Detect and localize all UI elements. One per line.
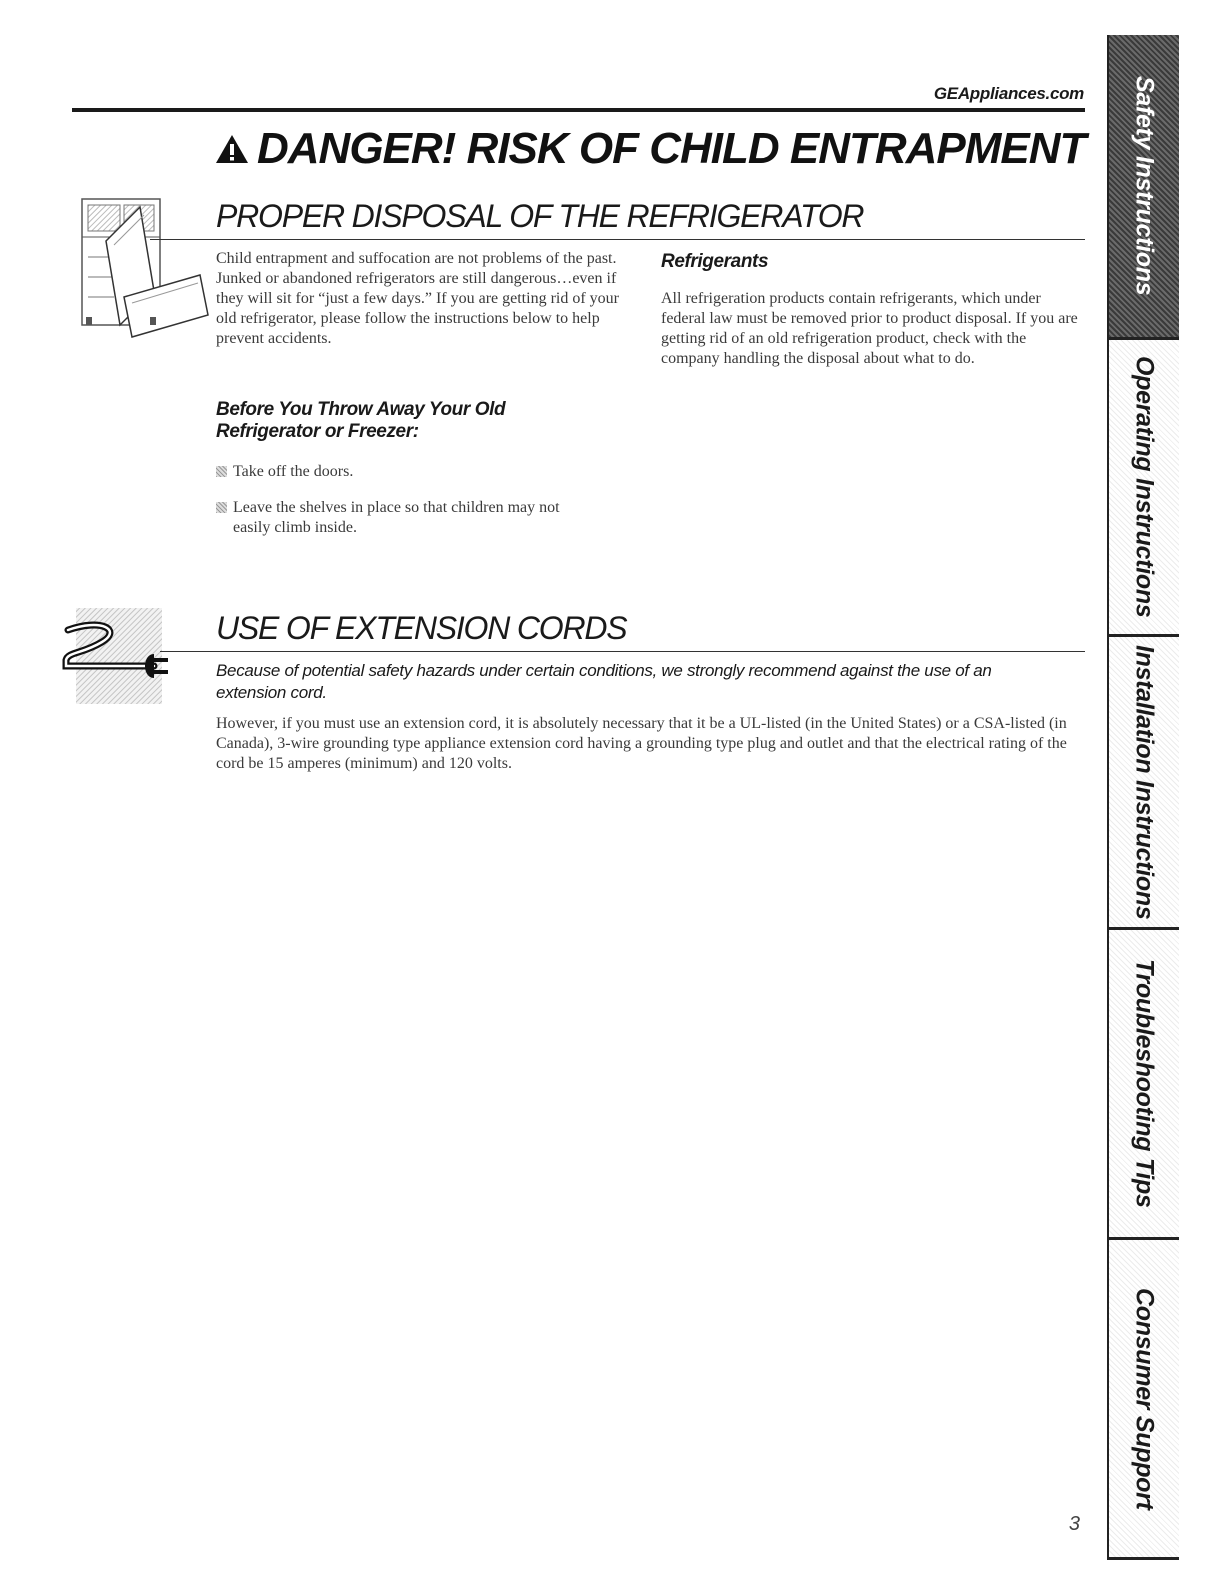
- refrigerator-illustration-icon: [74, 197, 212, 345]
- bullet-square-icon: [216, 502, 227, 513]
- bullet-text: Take off the doors.: [233, 463, 354, 480]
- extension-body: However, if you must use an extension cord, it is absolutely necessary that it be a UL-listed (in the United States) or a CSA-listed (in Canada), 3-wire grounding type appliance extension cord having a grounding type plug and outlet and that the electrical rating of the cord be 15 amperes (minimum) and 120 volts.: [216, 715, 1067, 772]
- bullet-square-icon: [216, 466, 227, 477]
- tab-label: Installation Instructions: [1130, 644, 1159, 920]
- tab-consumer-support[interactable]: [1109, 1240, 1179, 1560]
- warning-triangle-icon: [215, 134, 249, 164]
- tab-label: Safety Instructions: [1130, 76, 1159, 296]
- disposal-section-title: PROPER DISPOSAL OF THE REFRIGERATOR: [216, 198, 864, 234]
- side-tab-strip: [1107, 35, 1181, 1560]
- tab-installation-instructions[interactable]: [1109, 637, 1179, 930]
- extension-lead: Because of potential safety hazards under certain conditions, we strongly recommend against the use of an extension cord.: [216, 661, 992, 702]
- bullet-take-off-doors: [216, 462, 636, 482]
- header-rule: [72, 108, 1085, 112]
- refrigerants-heading: Refrigerants: [661, 251, 769, 272]
- bullet-text: Leave the shelves in place so that children may not easily climb inside.: [233, 499, 560, 536]
- tab-label: Operating Instructions: [1130, 356, 1159, 618]
- page-number: 3: [1068, 1513, 1080, 1535]
- bullet-leave-shelves: [216, 498, 588, 538]
- tab-label: Troubleshooting Tips: [1130, 959, 1159, 1208]
- before-heading-line1: Before You Throw Away Your Old: [216, 399, 506, 420]
- extension-section-title: USE OF EXTENSION CORDS: [216, 610, 627, 646]
- site-url: GEAppliances.com: [933, 84, 1084, 103]
- tab-operating-instructions[interactable]: [1109, 340, 1179, 637]
- tab-troubleshooting-tips[interactable]: [1109, 930, 1179, 1240]
- disposal-section-rule: [150, 239, 1085, 240]
- danger-title: [215, 124, 1085, 174]
- disposal-intro: Child entrapment and suffocation are not problems of the past. Junked or abandoned refrigerators are still dangerous…even if they will sit for “just a few days.” If you are getting rid of your old refrigerator, please follow the instructions below to help prevent accidents.: [216, 250, 619, 347]
- refrigerants-text: All refrigeration products contain refrigerants, which under federal law must be removed prior to product disposal. If you are getting rid of an old refrigeration product, check with the company handling the disposal about what to do.: [661, 290, 1078, 367]
- tab-label: Consumer Support: [1130, 1287, 1159, 1510]
- tab-safety-instructions[interactable]: [1109, 35, 1179, 340]
- danger-title-text: DANGER! RISK OF CHILD ENTRAPMENT: [257, 124, 1086, 173]
- before-heading-line2: Refrigerator or Freezer:: [216, 421, 419, 442]
- extension-section-rule: [160, 651, 1085, 652]
- extension-cord-plug-icon: [62, 608, 182, 704]
- before-throw-away-heading: [216, 399, 636, 443]
